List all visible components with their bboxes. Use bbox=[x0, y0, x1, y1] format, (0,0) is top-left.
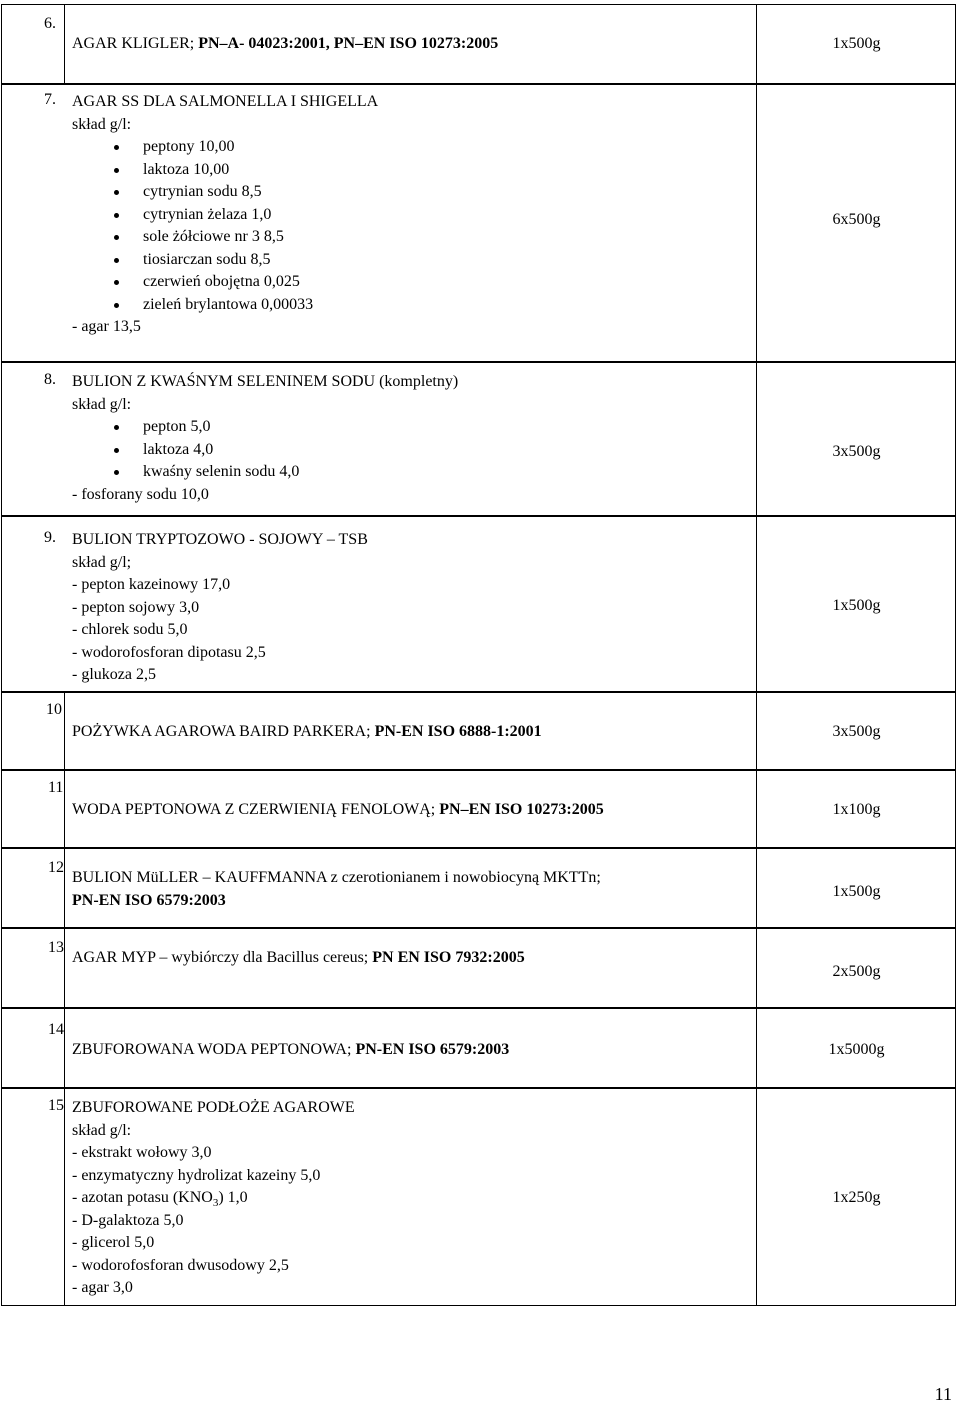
row-title: BULION MüLLER – KAUFFMANNA z czerotionianem i nowobiocyną MKTTn; PN-EN ISO 6579:2003 bbox=[72, 869, 601, 909]
table-row bbox=[1, 928, 956, 1008]
composition-header: skład g/l: bbox=[72, 395, 132, 413]
row-quantity: 1x250g bbox=[832, 1189, 881, 1206]
row-number: 15 bbox=[48, 1097, 64, 1114]
list-item: - D-galaktoza 5,0 bbox=[72, 1211, 184, 1229]
table-row bbox=[1, 362, 956, 516]
list-item: - enzymatyczny hydrolizat kazeiny 5,0 bbox=[72, 1166, 321, 1184]
table-row bbox=[1, 770, 956, 848]
composition-header: skład g/l; bbox=[72, 553, 132, 571]
list-item: cytrynian sodu 8,5 bbox=[72, 181, 378, 204]
row-number: 12 bbox=[48, 859, 64, 876]
row-quantity: 1x500g bbox=[832, 883, 881, 900]
composition-header: skład g/l: bbox=[72, 115, 132, 133]
row-quantity: 2x500g bbox=[832, 963, 881, 980]
table-row bbox=[1, 692, 956, 770]
list-item: - agar 13,5 bbox=[72, 318, 141, 335]
list-item: laktoza 10,00 bbox=[72, 159, 378, 182]
list-item: - pepton sojowy 3,0 bbox=[72, 598, 200, 616]
row-quantity: 3x500g bbox=[832, 723, 881, 740]
row-quantity: 1x100g bbox=[832, 801, 881, 818]
row-title: POŻYWKA AGAROWA BAIRD PARKERA; PN-EN ISO 6888-1:2001 bbox=[72, 723, 542, 740]
row-quantity: 1x5000g bbox=[828, 1041, 885, 1058]
list-item: cytrynian żelaza 1,0 bbox=[72, 204, 378, 227]
list-item: tiosiarczan sodu 8,5 bbox=[72, 249, 378, 272]
list-item: - azotan potasu $(KNO_3)$ 1,0 bbox=[72, 1189, 248, 1210]
table-row bbox=[1, 1008, 956, 1088]
row-number: 8. bbox=[44, 371, 56, 388]
row-quantity: 3x500g bbox=[832, 443, 881, 460]
composition-list bbox=[72, 1097, 355, 1300]
list-item: czerwień obojętna 0,025 bbox=[72, 271, 378, 294]
list-item: - pepton kazeinowy 17,0 bbox=[72, 576, 231, 593]
row-quantity: 6x500g bbox=[832, 211, 881, 228]
list-item: peptony 10,00 bbox=[72, 136, 378, 159]
list-item: - wodorofosforan dipotasu 2,5 bbox=[72, 643, 266, 661]
list-item: sole żółciowe nr 3 8,5 bbox=[72, 226, 378, 249]
row-number: 14 bbox=[48, 1021, 64, 1038]
table-row bbox=[1, 848, 956, 928]
list-item: pepton 5,0 bbox=[72, 416, 458, 439]
row-number: 11 bbox=[48, 779, 64, 796]
table-row bbox=[1, 516, 956, 692]
row-number: 13 bbox=[48, 939, 64, 956]
row-number: 7. bbox=[44, 91, 56, 108]
row-title: BULION TRYPTOZOWO - SOJOWY – TSB bbox=[72, 531, 368, 548]
table-row bbox=[1, 1088, 956, 1306]
table-row bbox=[1, 84, 956, 362]
table-row bbox=[1, 4, 956, 84]
page-number: 11 bbox=[934, 1384, 952, 1404]
row-title: AGAR SS DLA SALMONELLA I SHIGELLA bbox=[72, 93, 379, 110]
list-item: - glicerol 5,0 bbox=[72, 1234, 155, 1251]
composition-header: skład g/l: bbox=[72, 1121, 132, 1139]
row-title: ZBUFOROWANE PODŁOŻE AGAROWE bbox=[72, 1099, 355, 1116]
list-item: - wodorofosforan dwusodowy 2,5 bbox=[72, 1256, 289, 1274]
list-item: laktoza 4,0 bbox=[72, 439, 458, 462]
row-quantity: 1x500g bbox=[832, 597, 881, 614]
row-number: 9. bbox=[44, 529, 56, 546]
composition-list bbox=[72, 91, 378, 339]
row-title: AGAR MYP – wybiórczy dla Bacillus cereus; PN EN ISO 7932:2005 bbox=[72, 949, 525, 966]
row-title: ZBUFOROWANA WODA PEPTONOWA; PN-EN ISO 6579:2003 bbox=[72, 1041, 510, 1058]
list-item: kwaśny selenin sodu 4,0 bbox=[72, 461, 458, 484]
list-item: - fosforany sodu 10,0 bbox=[72, 485, 209, 503]
composition-list bbox=[72, 371, 458, 506]
row-number: 6. bbox=[44, 15, 56, 32]
list-item: - agar 3,0 bbox=[72, 1279, 133, 1296]
list-item: - glukoza 2,5 bbox=[72, 666, 156, 683]
row-quantity: 1x500g bbox=[832, 35, 881, 52]
list-item: - chlorek sodu 5,0 bbox=[72, 621, 188, 638]
list-item: zieleń brylantowa 0,00033 bbox=[72, 294, 378, 317]
list-item: - ekstrakt wołowy 3,0 bbox=[72, 1144, 212, 1161]
row-number: 10 bbox=[46, 701, 62, 718]
row-title: BULION Z KWAŚNYM SELENINEM SODU (kompletny) bbox=[72, 373, 459, 390]
row-title: AGAR KLIGLER; PN–A- 04023:2001, PN–EN ISO 10273:2005 bbox=[72, 35, 499, 52]
composition-list bbox=[72, 529, 368, 687]
row-title: WODA PEPTONOWA Z CZERWIENIĄ FENOLOWĄ; PN–EN ISO 10273:2005 bbox=[72, 801, 604, 818]
